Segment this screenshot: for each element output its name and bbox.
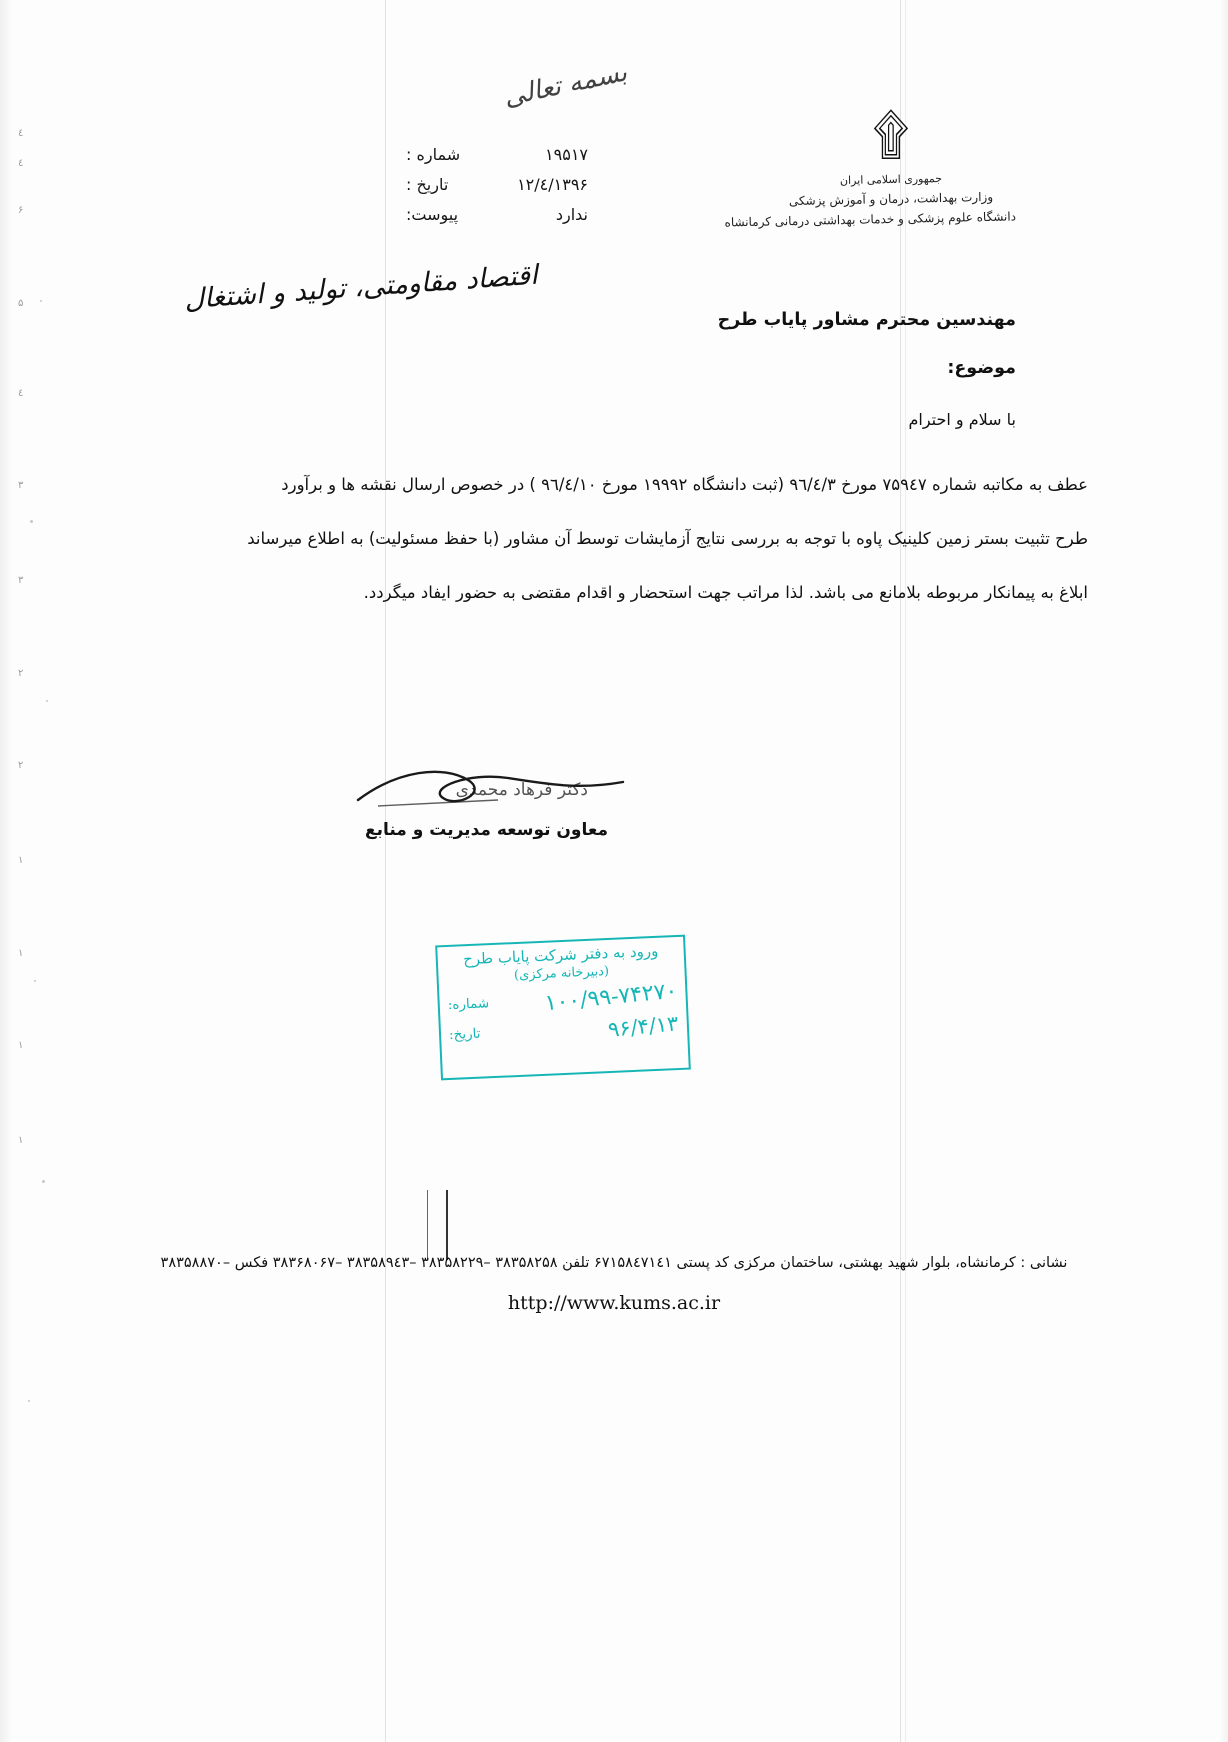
letter-attachment-label: پیوست: — [406, 205, 459, 224]
meta-row-attachment — [338, 200, 588, 230]
meta-row-date — [338, 170, 588, 200]
stamp-date-value: ۹۶/۴/۱۳ — [607, 1011, 680, 1042]
fold-line-right-a — [900, 0, 901, 1742]
bismillah-scribble: بسمه تعالی — [501, 57, 630, 113]
letterhead-emblem-block — [724, 103, 1017, 230]
letter-date-value: ۱۳۹۶/٤/۱۲ — [517, 175, 588, 194]
signer-name: دکتر فرهاد محمدی — [455, 780, 588, 800]
receipt-stamp — [435, 935, 691, 1081]
letter-number-value: ۱۹۵۱۷ — [545, 145, 588, 164]
fold-line-left — [385, 0, 386, 1742]
stamp-title: ورود به دفتر شرکت پایاب طرح — [462, 941, 659, 969]
body-paragraph-2: طرح تثبیت بستر زمین کلینیک پاوه با توجه به بررسی نتایج آزمایشات توسط آن مشاور (با حفظ مسئولیت) به اطلاع میرساند — [247, 529, 1088, 548]
stamp-subtitle: (دبیرخانه مرکزی) — [513, 963, 610, 984]
scan-edge-right — [1218, 0, 1228, 1742]
stamp-number-value: ۱۰۰/۹۹-۷۴۲۷۰ — [543, 978, 679, 1017]
letter-meta-block — [338, 140, 588, 230]
letter-footer — [0, 1250, 1228, 1314]
letter-number-label: شماره : — [406, 145, 461, 164]
greeting-line: با سلام و احترام — [908, 410, 1016, 429]
year-slogan: اقتصاد مقاومتی، تولید و اشتغال — [183, 259, 539, 316]
stamp-date-label: تاریخ: — [448, 1025, 481, 1043]
footer-url[interactable]: http://www.kums.ac.ir — [507, 1292, 721, 1314]
letter-date-label: تاریخ : — [406, 175, 449, 194]
addressee-line: مهندسین محترم مشاور پایاب طرح — [717, 310, 1016, 330]
scan-edge-left — [0, 0, 14, 1742]
fold-line-right-b — [905, 0, 906, 1742]
letter-body — [140, 462, 1088, 624]
stamp-date-row — [449, 1013, 680, 1047]
scanned-letter-page: ٤ ٤ ۶ ۵ ٤ ۳ ۳ ۲ ۲ ۱ ۱ ۱ ۱ بسمه تعالی ۩ جمهوری اسلامی ایران وزارت بهداشت، درمان و آموزش پزشکی دانشگاه علوم پزشکی و خدمات بهداشتی درمانی کرمانشاه ۱۹۵۱۷ شماره : ۱۳۹۶/٤/۱۲ تاریخ : ندارد پیوست: اقتصاد مقاومتی، تولید و اشتغال مهندسین محترم مشاور پایاب طرح موضوع: با سلام و احترام عطف به مکاتبه شماره ۷۵۹٤۷ مورخ ۹٦/٤/۳ (ثبت دانشگاه ۱۹۹۹۲ مورخ ۹٦/٤/۱۰ ) در خصوص ارسال نقشه ها و برآورد طرح تثبیت بستر زمین کلینیک پاوه با توجه به بررسی نتایج آزمایشات توسط آن مشاور (با حفظ مسئولیت) به اطلاع میرساند ابلاغ به پیمانکار مربوطه بلامانع می باشد. لذا مراتب جهت استحضار و اقدام مقتضی به حضور ایفاد میگردد. دکتر فرهاد محمدی معاون توسعه مدیریت و منابع ورود به دفتر شرکت پایاب طرح (دبیرخانه مرکزی) ۱۰۰/۹۹-۷۴۲۷۰ شماره: ۹۶/۴/۱۳ تاریخ: نشانی : کرمانشاه، بلوار شهید بهشتی، ساختمان مرکزی کد پستی ۶۷۱۵۸٤۷۱٤۱ تلفن ۳۸۳۵۸۲۵۸ –۳۸۳۵۸۲۲۹ –۳۸۳۵۸۹٤۳ –۳۸۳۶۸۰۶۷ فکس –۳۸۳۵۸۸۷۰ http://www.kums.ac.ir — [0, 0, 1228, 1742]
meta-row-number — [338, 140, 588, 170]
iran-emblem-icon: ۩ — [872, 103, 910, 168]
emblem-line-country: جمهوری اسلامی ایران — [839, 171, 943, 188]
stamp-number-row — [447, 978, 679, 1017]
body-paragraph-1: عطف به مکاتبه شماره ۷۵۹٤۷ مورخ ۹٦/٤/۳ (ثبت دانشگاه ۱۹۹۹۲ مورخ ۹٦/٤/۱۰ ) در خصوص ارسال نقشه ها و برآورد — [281, 475, 1088, 494]
body-paragraph-3: ابلاغ به پیمانکار مربوطه بلامانع می باشد. لذا مراتب جهت استحضار و اقدام مقتضی به حضور ایفاد میگردد. — [363, 583, 1088, 602]
subject-label: موضوع: — [947, 358, 1016, 378]
emblem-line-university: دانشگاه علوم پزشکی و خدمات بهداشتی درمانی کرمانشاه — [724, 209, 1017, 230]
emblem-line-ministry: وزارت بهداشت، درمان و آموزش پزشکی — [788, 189, 994, 209]
stamp-number-label: شماره: — [447, 994, 490, 1013]
signer-title: معاون توسعه مدیریت و منابع — [364, 820, 608, 840]
footer-address: نشانی : کرمانشاه، بلوار شهید بهشتی، ساختمان مرکزی کد پستی ۶۷۱۵۸٤۷۱٤۱ تلفن ۳۸۳۵۸۲۵۸ –۳۸۳۵۸۲۲۹ –۳۸۳۵۸۹٤۳ –۳۸۳۶۸۰۶۷ فکس –۳۸۳۵۸۸۷۰ — [160, 1255, 1068, 1271]
letter-attachment-value: ندارد — [555, 205, 588, 224]
